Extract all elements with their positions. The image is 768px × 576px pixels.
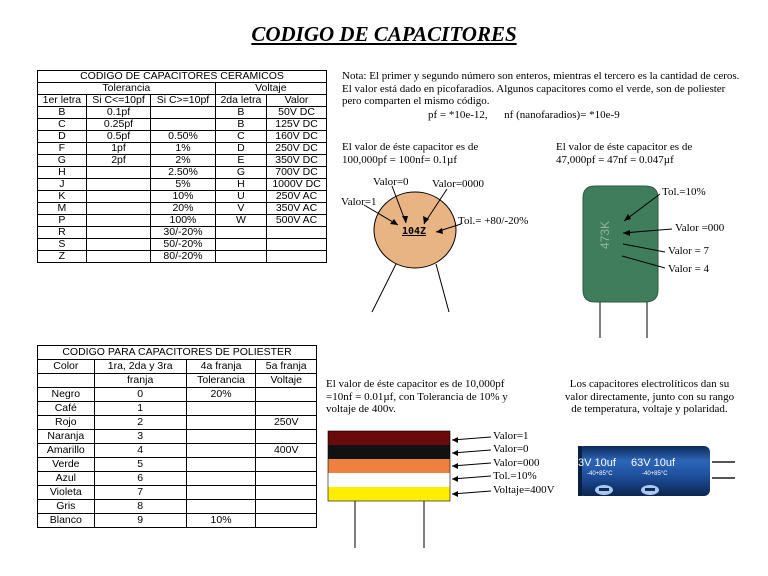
table-cell: U xyxy=(215,191,266,203)
label-valor-1: Valor=1 xyxy=(341,196,377,208)
table-cell: Negro xyxy=(38,388,95,402)
table-cell: 10% xyxy=(151,191,215,203)
table-cell: 0.25pf xyxy=(86,119,150,131)
table-cell: 5 xyxy=(94,458,186,472)
table-cell: 3 xyxy=(94,430,186,444)
col-band-4: 4a franja xyxy=(186,360,256,374)
table-cell: 350V DC xyxy=(267,155,327,167)
table-cell: 350V AC xyxy=(267,203,327,215)
table-cell: 80/-20% xyxy=(151,251,215,263)
table-cell: 160V DC xyxy=(267,131,327,143)
col-color: Color xyxy=(38,360,95,374)
note-text: Nota: El primer y segundo número son enteros, mientras el tercero es la cantidad de ceros. El valor está dado en picofaradios. Algunos capacitores como el verde, son de poliester pero comparten el mismo código. xyxy=(342,70,740,107)
table-cell: 1pf xyxy=(86,143,150,155)
table-cell: 5% xyxy=(151,179,215,191)
table-cell: 50/-20% xyxy=(151,239,215,251)
col-band-5-sub: Voltaje xyxy=(256,374,317,388)
table-cell: 250V AC xyxy=(267,191,327,203)
table-cell: Gris xyxy=(38,500,95,514)
table-cell: Blanco xyxy=(38,514,95,528)
formula-text: pf = *10e-12, nf (nanofaradios)= *10e-9 xyxy=(428,109,620,121)
table-cell: 20% xyxy=(186,388,256,402)
green-example-desc: El valor de éste capacitor es de 47,000pf = 47nf = 0.047µf xyxy=(556,141,693,166)
table-cell: Verde xyxy=(38,458,95,472)
table-cell: 250V DC xyxy=(267,143,327,155)
table-cell: 2 xyxy=(94,416,186,430)
electrolytic-label-1: 3V 10uf xyxy=(578,457,616,469)
table-cell: 0.5pf xyxy=(86,131,150,143)
electrolytic-desc: Los capacitores electrolíticos dan su valor directamente, junto con su rango de temperatura, voltaje y polaridad. xyxy=(564,378,735,415)
table-cell: 250V xyxy=(256,416,317,430)
table-cell: D xyxy=(38,131,87,143)
col-band-1-3: 1ra, 2da y 3ra xyxy=(94,360,186,374)
band-label-2: Valor=0 xyxy=(493,443,529,455)
table-cell: Azul xyxy=(38,472,95,486)
table-cell: 6 xyxy=(94,472,186,486)
table-cell: G xyxy=(38,155,87,167)
table-cell: 500V AC xyxy=(267,215,327,227)
band-example-desc: El valor de éste capacitor es de 10,000pf =10nf = 0.01µf, con Tolerancia de 10% y voltaje de 400v. xyxy=(326,378,508,415)
col-value: Valor xyxy=(267,95,327,107)
ceramic-code-label: 104Z xyxy=(402,226,427,237)
polyester-table-title: CODIGO PARA CAPACITORES DE POLIESTER xyxy=(38,346,317,360)
table-cell: J xyxy=(38,179,87,191)
table-cell: C xyxy=(38,119,87,131)
col-band-4-sub: Tolerancia xyxy=(186,374,256,388)
table-cell: 100% xyxy=(151,215,215,227)
table-cell: 0 xyxy=(94,388,186,402)
label-valor-0000: Valor=0000 xyxy=(432,178,485,190)
col-second-letter: 2da letra xyxy=(215,95,266,107)
table-cell: B xyxy=(215,119,266,131)
table-cell: Violeta xyxy=(38,486,95,500)
col-first-letter: 1er letra xyxy=(38,95,87,107)
table-cell: 125V DC xyxy=(267,119,327,131)
label-tolerance-ceramic: Tol.= +80/-20% xyxy=(458,215,529,227)
table-cell: F xyxy=(38,143,87,155)
table-cell: G xyxy=(215,167,266,179)
table-cell: Café xyxy=(38,402,95,416)
table-cell: 50V DC xyxy=(267,107,327,119)
table-cell: 10% xyxy=(186,514,256,528)
table-cell: 2pf xyxy=(86,155,150,167)
band-label-4: Tol.=10% xyxy=(493,470,537,482)
table-cell: K xyxy=(38,191,87,203)
label-tolerance-green: Tol.=10% xyxy=(662,186,706,198)
label-valor-4: Valor = 4 xyxy=(668,263,710,275)
label-valor-000: Valor =000 xyxy=(675,222,725,234)
label-valor-7: Valor = 7 xyxy=(668,245,710,257)
col-band-1-3-sub: franja xyxy=(94,374,186,388)
table-cell: D xyxy=(215,143,266,155)
table-cell: 1% xyxy=(151,143,215,155)
table-cell: B xyxy=(38,107,87,119)
band-label-1: Valor=1 xyxy=(493,430,529,442)
table-cell: R xyxy=(38,227,87,239)
table-cell: M xyxy=(38,203,87,215)
table-cell: 1 xyxy=(94,402,186,416)
table-cell: 400V xyxy=(256,444,317,458)
table-cell: Rojo xyxy=(38,416,95,430)
table-cell: E xyxy=(215,155,266,167)
table-cell: H xyxy=(38,167,87,179)
page-title: CODIGO DE CAPACITORES xyxy=(251,22,517,46)
ceramic-example-desc: El valor de éste capacitor es de 100,000pf = 100nf= 0.1µf xyxy=(342,141,479,166)
table-cell: 1000V DC xyxy=(267,179,327,191)
ceramic-table-title: CODIGO DE CAPACITORES CERAMICOS xyxy=(38,71,327,83)
tolerance-header: Tolerancia xyxy=(38,83,216,95)
col-band-5: 5a franja xyxy=(256,360,317,374)
table-cell: 2% xyxy=(151,155,215,167)
col-large-cap: Si C>=10pf xyxy=(151,95,215,107)
table-cell: Naranja xyxy=(38,430,95,444)
table-cell: 8 xyxy=(94,500,186,514)
electrolytic-temp-1: -40+85°C xyxy=(587,471,613,477)
voltage-header: Voltaje xyxy=(215,83,326,95)
table-cell: 700V DC xyxy=(267,167,327,179)
table-cell: H xyxy=(215,179,266,191)
table-cell: Amarillo xyxy=(38,444,95,458)
table-cell: B xyxy=(215,107,266,119)
electrolytic-temp-2: -40+85°C xyxy=(642,471,668,477)
table-cell: S xyxy=(38,239,87,251)
table-cell: 0.50% xyxy=(151,131,215,143)
label-valor-0: Valor=0 xyxy=(373,176,409,188)
table-cell: C xyxy=(215,131,266,143)
band-label-5: Voltaje=400V xyxy=(493,484,555,496)
green-code-label: 473K xyxy=(598,220,613,250)
table-cell: V xyxy=(215,203,266,215)
table-cell: 30/-20% xyxy=(151,227,215,239)
table-cell: Z xyxy=(38,251,87,263)
electrolytic-label-2: 63V 10uf xyxy=(631,457,676,469)
table-cell: 2.50% xyxy=(151,167,215,179)
table-cell: 4 xyxy=(94,444,186,458)
band-label-3: Valor=000 xyxy=(493,457,540,469)
table-cell: W xyxy=(215,215,266,227)
table-cell: P xyxy=(38,215,87,227)
table-cell: 20% xyxy=(151,203,215,215)
table-cell: 7 xyxy=(94,486,186,500)
table-cell: 9 xyxy=(94,514,186,528)
table-cell: 0.1pf xyxy=(86,107,150,119)
col-small-cap: Si C<=10pf xyxy=(86,95,150,107)
